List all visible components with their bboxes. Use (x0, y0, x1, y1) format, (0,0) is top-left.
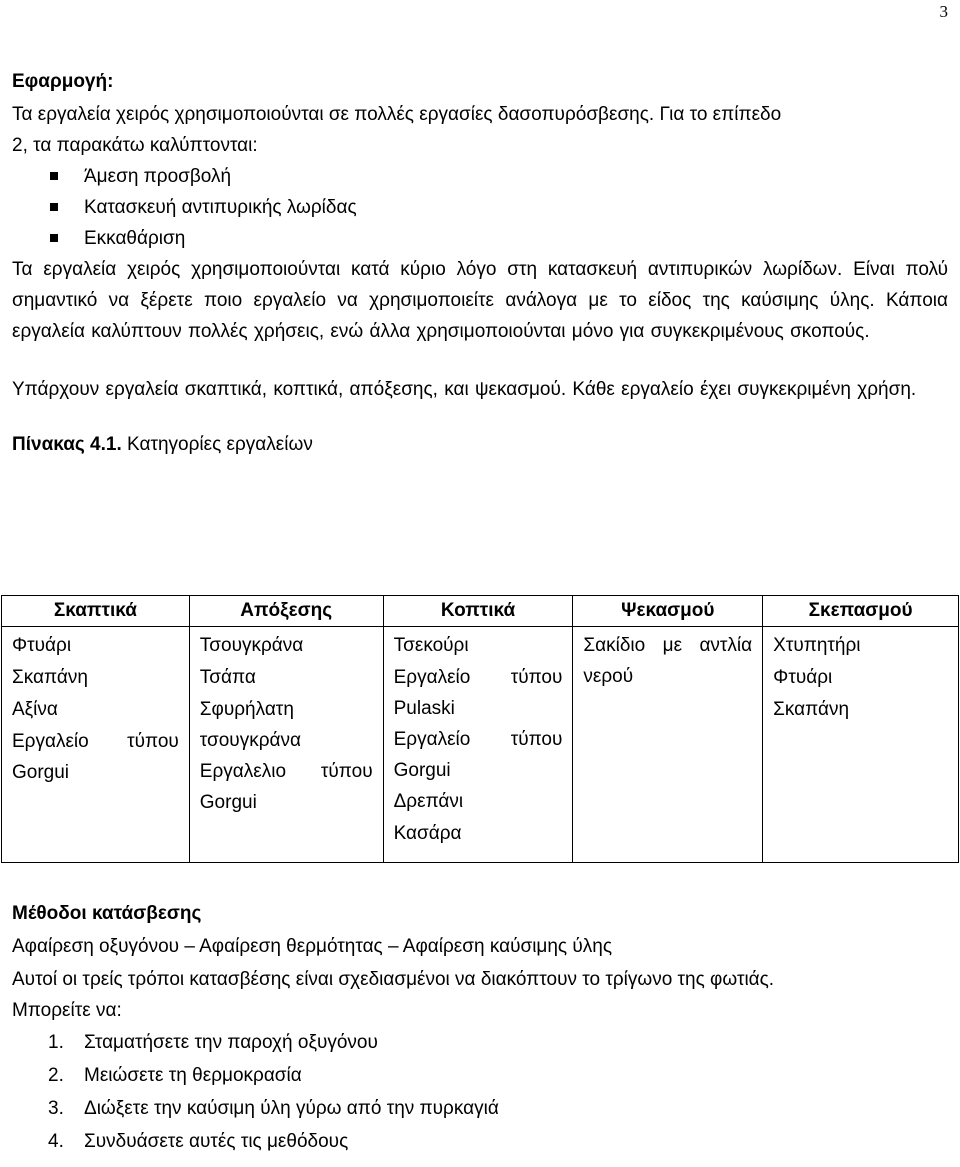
header-covering: Σκεπασμού (763, 596, 959, 627)
page-number: 3 (939, 2, 948, 21)
list-item: Σφυρήλατη τσουγκράνα (199, 699, 301, 751)
list-item: Εκκαθάριση (12, 223, 948, 254)
list-item: Άμεση προσβολή (12, 161, 948, 192)
list-item: Κατασκευή αντιπυρικής λωρίδας (12, 192, 948, 223)
list-item: 3. Διώξετε την καύσιμη ύλη γύρω από την πυρκαγιά (48, 1098, 499, 1119)
list-item: Εργαλείο τύπου Pulaski (393, 667, 563, 719)
paragraph-tool-types: Υπάρχουν εργαλεία σκαπτικά, κοπτικά, απόξεσης, και ψεκασμού. Κάθε εργαλείο έχει συγκεκριμένη χρήση. (12, 379, 917, 400)
methods-steps (12, 1026, 948, 1158)
cell-digging-tools (2, 627, 190, 863)
list-item: 1. Σταματήσετε την παροχή οξυγόνου (48, 1032, 378, 1053)
list-item: 4. Συνδυάσετε αυτές τις μεθόδους (48, 1131, 349, 1152)
tool-categories-table (1, 595, 959, 863)
list-item: Φτυάρι (773, 667, 833, 688)
list-item: Σκαπάνη (773, 699, 850, 720)
list-item: Εργαλελιο τύπου Gorgui (199, 761, 373, 813)
application-heading: Εφαρμογή: (12, 71, 114, 92)
coverage-list (12, 161, 948, 254)
list-item: Δρεπάνι (393, 791, 464, 812)
list-item: Σκαπάνη (12, 667, 88, 688)
methods-line-3: Μπορείτε να: (12, 1000, 122, 1021)
list-item: Εργαλείο τύπου Gorgui (393, 729, 563, 781)
paragraph-hand-tools: Τα εργαλεία χειρός χρησιμοποιούνται κατά κύριο λόγο στη κατασκευή αντιπυρικών λωρίδων. Είναι πολύ σημαντικό να ξέρετε ποιο εργαλείο να χρησιμοποιείτε ανάλογα με το είδος της καύσιμης ύλης. Κάποια εργαλεία καλύπτουν πολλές χρήσεις, ενώ άλλα χρησιμοποιούνται μόνο για συγκεκριμένους σκοπούς. (12, 259, 948, 342)
table-row (2, 627, 959, 863)
table-caption-text: Κατηγορίες εργαλείων (127, 434, 313, 455)
cell-scraping-tools (189, 627, 383, 863)
cell-spraying-tools (573, 627, 763, 863)
methods-section (12, 898, 948, 1158)
list-item: Χτυπητήρι (773, 635, 861, 656)
bullet-square-icon (50, 234, 58, 242)
table-header-row (2, 596, 959, 627)
list-item: Σακίδιο με αντλία νερού (583, 635, 753, 687)
intro-line-2: 2, τα παρακάτω καλύπτονται: (12, 135, 258, 156)
list-item: Αξίνα (12, 699, 58, 720)
application-section (12, 66, 948, 460)
header-digging: Σκαπτικά (2, 596, 190, 627)
methods-heading: Μέθοδοι κατάσβεσης (12, 903, 202, 924)
header-scraping: Απόξεσης (189, 596, 383, 627)
cell-covering-tools (763, 627, 959, 863)
list-item: 2. Μειώσετε τη θερμοκρασία (48, 1065, 302, 1086)
bullet-square-icon (50, 203, 58, 211)
bullet-square-icon (50, 172, 58, 180)
header-spraying: Ψεκασμού (573, 596, 763, 627)
list-item: Τσουγκράνα (199, 635, 304, 656)
list-item: Φτυάρι (12, 635, 72, 656)
table-caption (12, 429, 948, 460)
list-item: Εργαλείο τύπου Gorgui (12, 731, 179, 783)
table-caption-number: Πίνακας 4.1. (12, 434, 122, 455)
list-item: Κασάρα (393, 823, 462, 844)
cell-cutting-tools (383, 627, 573, 863)
list-item: Τσάπα (199, 667, 256, 688)
methods-line-1: Αφαίρεση οξυγόνου – Αφαίρεση θερμότητας – Αφαίρεση καύσιμης ύλης (12, 936, 612, 957)
methods-line-2: Αυτοί οι τρείς τρόποι κατασβέσης είναι σχεδιασμένοι να διακόπτουν το τρίγωνο της φωτιάς. (12, 969, 775, 990)
intro-line-1: Τα εργαλεία χειρός χρησιμοποιούνται σε πολλές εργασίες δασοπυρόσβεσης. Για το επίπεδο (12, 104, 782, 125)
header-cutting: Κοπτικά (383, 596, 573, 627)
list-item: Τσεκούρι (393, 635, 469, 656)
